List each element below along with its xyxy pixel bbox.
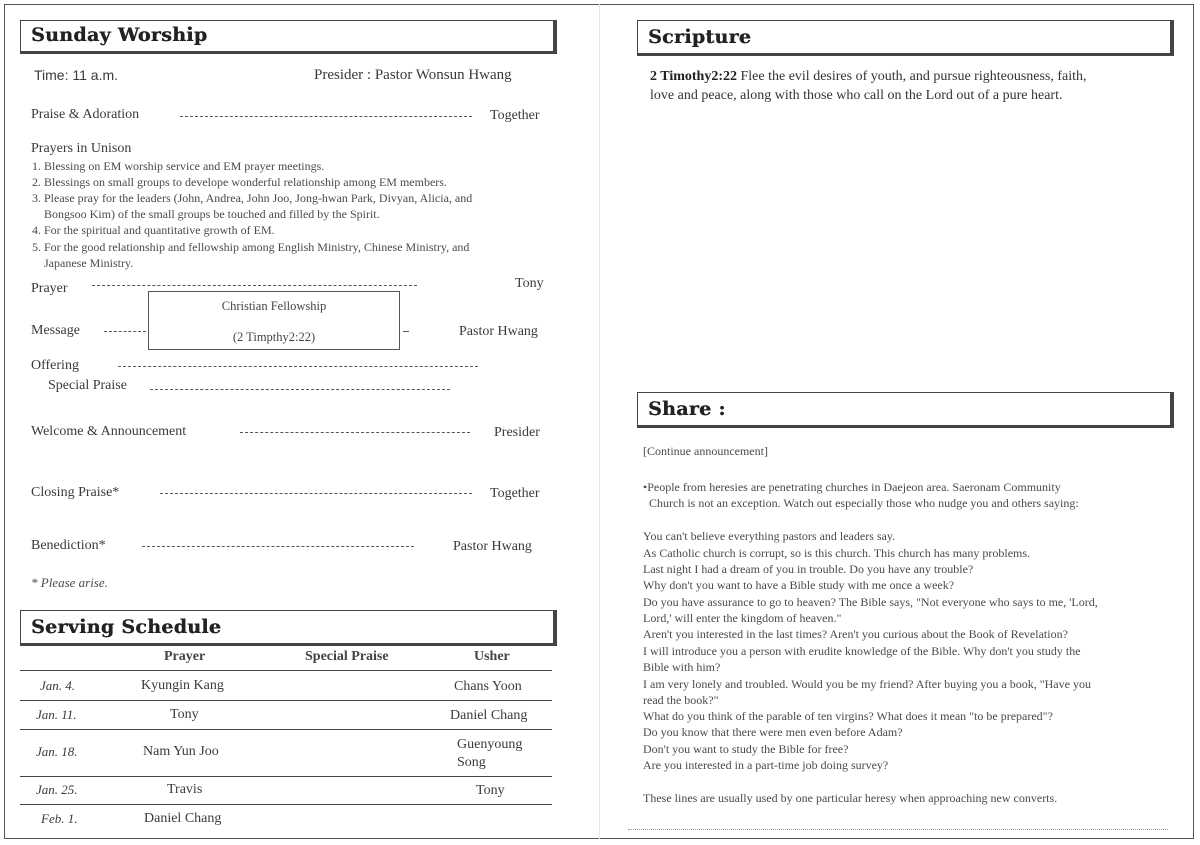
share-line: Are you interested in a part-time job doing survey?	[643, 758, 889, 772]
unison-item: 4. For the spiritual and quantitative growth of EM.	[32, 223, 275, 237]
row-prayer: Kyungin Kang	[141, 678, 224, 693]
share-line: Do you know that there were men even before Adam?	[643, 725, 903, 739]
section-title: Scripture	[648, 26, 752, 48]
share-header	[637, 392, 1174, 428]
sermon-box	[148, 291, 400, 350]
bottom-dotted-rule	[628, 829, 1168, 830]
serving-schedule-header	[20, 610, 557, 646]
share-line: Don't you want to study the Bible for free?	[643, 742, 849, 756]
row-usher: Guenyoung	[457, 737, 523, 752]
row-usher: Song	[457, 755, 486, 770]
offering-label: Offering	[31, 358, 79, 373]
column-header: Prayer	[164, 649, 206, 664]
closing-who: Together	[490, 486, 540, 501]
benediction-who: Pastor Hwang	[453, 539, 532, 554]
praise-label: Praise & Adoration	[31, 107, 140, 122]
leader-line	[150, 389, 450, 390]
leader-line	[160, 493, 472, 494]
leader-line	[118, 366, 478, 367]
sermon-reference: (2 Timpthy2:22)	[232, 330, 316, 344]
presider: Presider : Pastor Wonsun Hwang	[314, 67, 512, 83]
share-line: As Catholic church is corrupt, so is this church. This church has many problems.	[643, 546, 1031, 560]
share-line: I am very lonely and troubled. Would you be my friend? After buying you a book, "Have you	[643, 677, 1091, 691]
unison-item: 3. Please pray for the leaders (John, Andrea, John Joo, Jong-hwan Park, Divyan, Alicia, and	[32, 191, 473, 205]
share-footer: These lines are usually used by one particular heresy when approaching new converts.	[643, 791, 1058, 805]
scripture-line: love and peace, along with those who call on the Lord out of a pure heart.	[650, 88, 1063, 103]
leader-line	[104, 331, 146, 332]
share-line: Why don't you want to have a Bible study with me once a week?	[643, 578, 955, 592]
continue-note: [Continue announcement]	[643, 444, 768, 458]
unison-item: 2. Blessings on small groups to develope wonderful relationship among EM members.	[32, 175, 447, 189]
row-usher: Daniel Chang	[450, 708, 528, 723]
share-line: I will introduce you a person with erudite knowledge of the Bible. Why don't you study the	[643, 644, 1081, 658]
scripture-reference: 2 Timothy2:22	[650, 69, 737, 84]
row-prayer: Daniel Chang	[144, 811, 222, 826]
closing-label: Closing Praise*	[31, 485, 120, 500]
share-line: Lord,' will enter the kingdom of heaven."	[643, 611, 842, 625]
scripture-line: Flee the evil desires of youth, and pursue righteousness, faith,	[737, 69, 1087, 84]
unison-item: Bongsoo Kim) of the small groups be touched and filled by the Spirit.	[44, 207, 380, 221]
share-line: You can't believe everything pastors and leaders say.	[643, 529, 896, 543]
welcome-label: Welcome & Announcement	[31, 424, 187, 439]
leader-line	[180, 116, 472, 117]
service-time: Time: 11 a.m.	[34, 67, 119, 83]
unison-item: 5. For the good relationship and fellowship among English Ministry, Chinese Ministry, and	[32, 240, 470, 254]
table-rule	[20, 804, 552, 805]
section-title: Share :	[648, 398, 726, 420]
page-fold	[599, 4, 600, 839]
special-praise-label: Special Praise	[48, 378, 127, 393]
sunday-worship-header	[20, 20, 557, 54]
scripture-text	[650, 69, 1087, 85]
section-title: Serving Schedule	[31, 616, 222, 638]
table-rule	[20, 700, 552, 701]
sermon-title: Christian Fellowship	[221, 299, 327, 313]
leader-line	[240, 432, 470, 433]
row-date: Jan. 25.	[36, 782, 78, 797]
share-line: Aren't you interested in the last times? Aren't you curious about the Book of Revelation?	[643, 627, 1068, 641]
praise-who: Together	[490, 108, 540, 123]
row-date: Jan. 11.	[36, 707, 77, 722]
share-line: Last night I had a dream of you in trouble. Do you have any trouble?	[643, 562, 974, 576]
message-who: Pastor Hwang	[459, 324, 538, 339]
share-intro: •People from heresies are penetrating churches in Daejeon area. Saeronam Community	[643, 480, 1061, 494]
table-rule	[20, 729, 552, 730]
section-title: Sunday Worship	[31, 24, 208, 46]
row-prayer: Tony	[170, 707, 199, 722]
share-line: Bible with him?	[643, 660, 721, 674]
scripture-header	[637, 20, 1174, 56]
column-header: Usher	[474, 649, 510, 664]
table-rule	[20, 670, 552, 671]
row-date: Jan. 4.	[40, 678, 76, 693]
table-rule	[20, 776, 552, 777]
row-prayer: Travis	[167, 782, 203, 797]
unison-item: 1. Blessing on EM worship service and EM prayer meetings.	[32, 159, 325, 173]
leader-line	[92, 285, 417, 286]
share-line: read the book?"	[643, 693, 719, 707]
prayer-label: Prayer	[31, 281, 68, 296]
share-intro: Church is not an exception. Watch out especially those who nudge you and others saying:	[649, 496, 1079, 510]
message-label: Message	[31, 323, 80, 338]
share-line: What do you think of the parable of ten virgins? What does it mean "to be prepared"?	[643, 709, 1053, 723]
benediction-label: Benediction*	[31, 538, 106, 553]
arise-note: * Please arise.	[31, 575, 108, 590]
unison-heading: Prayers in Unison	[31, 141, 132, 156]
prayer-who: Tony	[515, 276, 544, 291]
leader-line	[142, 546, 414, 547]
row-date: Feb. 1.	[41, 811, 78, 826]
share-line: Do you have assurance to go to heaven? The Bible says, "Not everyone who says to me, 'Lord,	[643, 595, 1098, 609]
row-date: Jan. 18.	[36, 744, 78, 759]
leader-line	[403, 331, 409, 332]
welcome-who: Presider	[494, 425, 540, 440]
column-header: Special Praise	[305, 649, 389, 664]
row-usher: Chans Yoon	[454, 679, 522, 694]
row-usher: Tony	[476, 783, 505, 798]
row-prayer: Nam Yun Joo	[143, 744, 219, 759]
unison-item: Japanese Ministry.	[44, 256, 134, 270]
